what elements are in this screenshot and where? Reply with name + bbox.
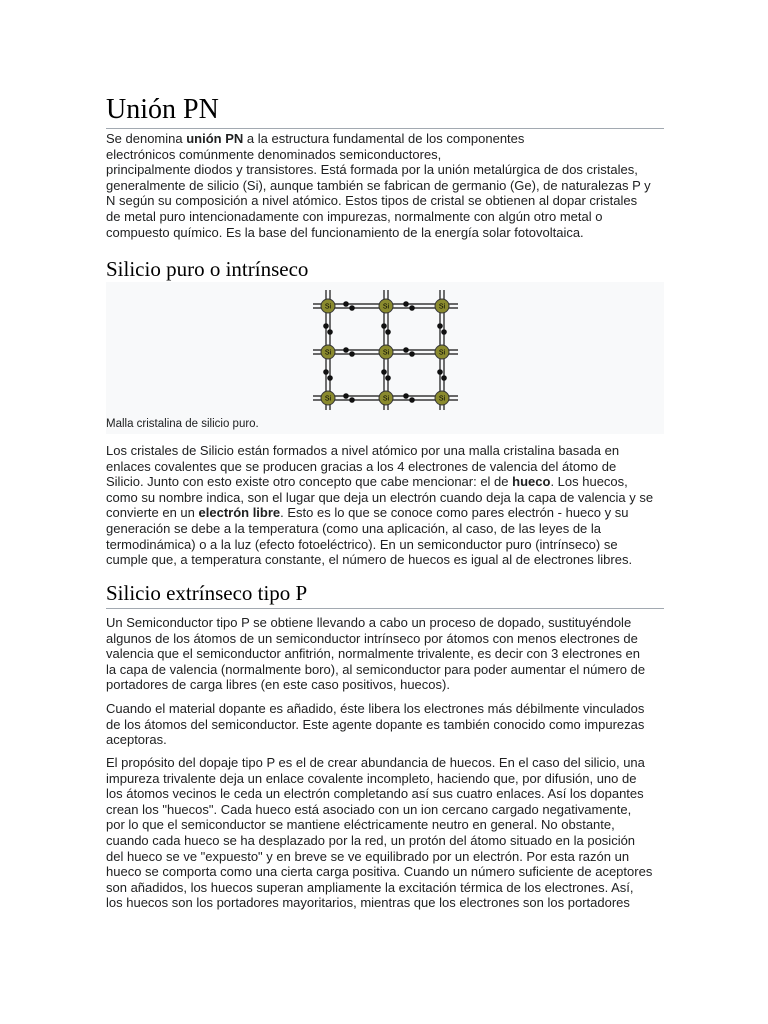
text-line: son añadidos, los huecos superan ampliamente la excitación térmica de los electrones. Así, xyxy=(106,879,634,895)
section-heading: Silicio extrínseco tipo P xyxy=(106,581,664,609)
text-line: de metal puro intencionadamente con impurezas, normalmente con algún otro metal o xyxy=(106,208,603,224)
text-line: Cuando el material dopante es añadido, éste libera los electrones más débilmente vinculados xyxy=(106,701,645,716)
section-heading: Silicio puro o intrínseco xyxy=(106,257,664,285)
text-line: N según su composición a nivel atómico. Estos tipos de cristal se obtienen al dopar cristales xyxy=(106,193,638,209)
atom-label: Si xyxy=(382,349,390,357)
section-paragraph xyxy=(106,615,664,693)
text-line: valencia que el semiconductor anfitrión, normalmente trivalente, es decir con 3 electrones en xyxy=(106,646,641,662)
text-line: crean los "huecos". Cada hueco está asociado con un ion cercano cargado negativamente, xyxy=(106,801,632,817)
silicon-lattice-diagram xyxy=(308,286,463,414)
text-line: los átomos vecinos le ceda un electrón completando así sus cuatro enlaces. Así los dopantes xyxy=(106,786,644,802)
text-line: aceptoras. xyxy=(106,732,167,748)
text-line: convierte en un electrón libre. Esto es lo que se conoce como pares electrón - hueco y su xyxy=(106,505,629,521)
text-line: cumple que, a temperatura constante, el número de huecos es igual al de electrones libres. xyxy=(106,552,633,568)
text-line: termodinámica) o a la luz (efecto fotoeléctrico). En un semiconductor puro (intrínseco) se xyxy=(106,536,618,552)
page-title: Unión PN xyxy=(106,94,664,129)
text-line: generalmente de silicio (Si), aunque también se fabrican de germanio (Ge), de naturalezas P y xyxy=(106,177,651,193)
section-paragraph xyxy=(106,755,664,911)
text-line: Un Semiconductor tipo P se obtiene llevando a cabo un proceso de dopado, sustituyéndole xyxy=(106,615,632,630)
text-line: El propósito del dopaje tipo P es el de crear abundancia de huecos. En el caso del silicio, una xyxy=(106,755,645,770)
text-line: los huecos son los portadores mayoritarios, mientras que los electrones son los portadores xyxy=(106,895,630,911)
bold-term: electrón libre xyxy=(198,505,281,521)
text-line: de los átomos del semiconductor. Este agente dopante es también conocido como impurezas xyxy=(106,716,645,732)
section-paragraph xyxy=(106,701,664,748)
text-line: electrónicos comúnmente denominados semiconductores, xyxy=(106,146,442,162)
atom-label: Si xyxy=(438,303,446,311)
text-line: Silicio. Junto con esto existe otro concepto que cabe mencionar: el de hueco. Los huecos, xyxy=(106,474,628,490)
atom-label: Si xyxy=(324,395,332,403)
text-line: compuesto químico. Es la base del funcionamiento de la energía solar fotovoltaica. xyxy=(106,224,584,240)
text-line: por lo que el semiconductor se mantiene eléctricamente neutro en general. No obstante, xyxy=(106,817,615,833)
atom-label: Si xyxy=(438,349,446,357)
text-line: algunos de los átomos de un semiconductor intrínseco por átomos con menos electrones de xyxy=(106,630,638,646)
figure xyxy=(106,282,664,434)
atom-label: Si xyxy=(382,303,390,311)
figure-caption: Malla cristalina de silicio puro. xyxy=(106,418,259,430)
text-line: generación se debe a la temperatura (como una aplicación, al caso, de las leyes de la xyxy=(106,520,602,536)
atom-label: Si xyxy=(438,395,446,403)
text-line: principalmente diodos y transistores. Está formada por la unión metalúrgica de dos cristales, xyxy=(106,162,638,178)
text-line: portadores de carga libres (en este caso positivos, huecos). xyxy=(106,677,450,693)
text-line: la capa de valencia (normalmente boro), al semiconductor para poder aumentar el número de xyxy=(106,661,646,677)
text-line: Los cristales de Silicio están formados a nivel atómico por una malla cristalina basada en xyxy=(106,443,620,458)
text-line: hueco se comporta como una cierta carga positiva. Cuando un número suficiente de aceptores xyxy=(106,864,653,880)
text-line: como su nombre indica, son el lugar que deja un electrón cuando deja la capa de valencia y se xyxy=(106,489,654,505)
section-paragraph xyxy=(106,443,664,568)
text-line: enlaces covalentes que se producen gracias a los 4 electrones de valencia del átomo de xyxy=(106,458,617,474)
text-line: Se denomina unión PN a la estructura fundamental de los componentes xyxy=(106,131,525,146)
atom-label: Si xyxy=(324,303,332,311)
intro-paragraph xyxy=(106,131,664,240)
bold-term: hueco xyxy=(512,474,551,490)
atom-label: Si xyxy=(382,395,390,403)
bold-term: unión PN xyxy=(186,131,244,146)
text-line: impureza trivalente deja un enlace covalente incompleto, haciendo que, por difusión, uno de xyxy=(106,770,637,786)
text-line: cuando cada hueco se ha desplazado por la red, un protón del átomo situado en la posición xyxy=(106,832,636,848)
text-line: del hueco se ve "expuesto" y en breve se ve equilibrado por un electrón. Por esta razón un xyxy=(106,848,630,864)
atom-label: Si xyxy=(324,349,332,357)
